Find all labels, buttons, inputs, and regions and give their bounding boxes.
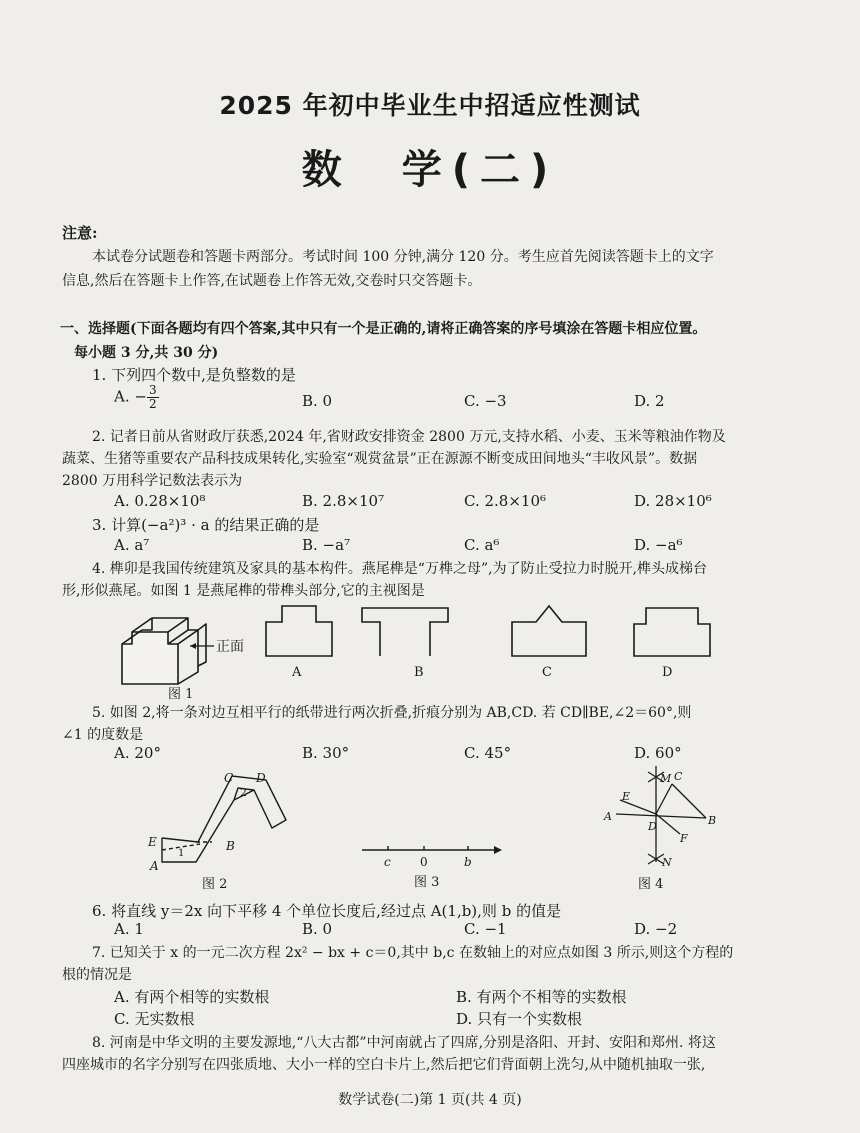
exam-title: 2025 年初中毕业生中招适应性测试	[219, 91, 641, 120]
q1-option-a	[114, 384, 159, 411]
q4-line-1: 4. 榫卯是我国传统建筑及家具的基本构件。燕尾榫是“万榫之母”,为了防止受拉力时脱开,榫头成梯台	[92, 561, 708, 577]
q8-line-2: 四座城市的名字分别写在四张质地、大小一样的空白卡片上,然后把它们背面朝上洗匀,从中随机抽取一张,	[62, 1057, 706, 1073]
q5-line-2: ∠1 的度数是	[62, 727, 144, 743]
fig2-label-b: B	[226, 839, 235, 853]
fig4-label-m: M	[660, 772, 672, 785]
fig4-label-e: E	[622, 790, 631, 803]
q1-option-c: C. −3	[464, 392, 507, 410]
q1-stem: 1. 下列四个数中,是负整数的是	[92, 366, 296, 384]
q6-option-d: D. −2	[634, 920, 678, 938]
fig4-label-d: D	[648, 820, 657, 833]
fig4-label-a: A	[604, 810, 612, 823]
figure-2-folded-strip	[148, 768, 298, 892]
fig2-label-c: C	[224, 771, 234, 785]
shape-d	[634, 608, 710, 656]
q7-option-b: B. 有两个不相等的实数根	[456, 988, 627, 1006]
fig4-label-f: F	[680, 832, 688, 845]
front-label: 正面	[216, 639, 244, 655]
q7-line-1: 7. 已知关于 x 的一元二次方程 2x² − bx + c＝0,其中 b,c 在数轴上的对应点如图 3 所示,则这个方程的	[92, 945, 734, 961]
figure-4-caption: 图 4	[638, 877, 664, 892]
q4-option-shapes	[250, 600, 860, 680]
q3-option-b: B. −a⁷	[302, 536, 351, 554]
fig2-label-a: A	[150, 859, 159, 873]
q1-option-a-prefix: A. −	[114, 387, 147, 406]
q1-option-b: B. 0	[302, 392, 333, 410]
q1-option-d: D. 2	[634, 392, 665, 410]
q3-stem: 3. 计算(−a²)³ · a 的结果正确的是	[92, 516, 320, 534]
q5-option-b: B. 30°	[302, 744, 350, 762]
q7-line-2: 根的情况是	[62, 967, 132, 983]
fig2-angle-1: 1	[178, 848, 185, 859]
figure-2-caption: 图 2	[202, 877, 228, 892]
q7-option-c: C. 无实数根	[114, 1010, 195, 1028]
exam-subject: 数 学(二)	[301, 147, 559, 193]
q6-option-c: C. −1	[464, 920, 507, 938]
q3-option-d: D. −a⁶	[634, 536, 683, 554]
q2-option-c: C. 2.8×10⁶	[464, 492, 547, 510]
q5-line-1: 5. 如图 2,将一条对边互相平行的纸带进行两次折叠,折痕分别为 AB,CD. 若 CD∥BE,∠2＝60°,则	[92, 705, 692, 721]
fig2-angle-2: 2	[240, 786, 247, 799]
fig2-label-e: E	[148, 835, 157, 849]
q2-option-b: B. 2.8×10⁷	[302, 492, 385, 510]
label-c: C	[542, 665, 552, 680]
page-footer: 数学试卷(二)第 1 页(共 4 页)	[338, 1092, 522, 1108]
figure-3-caption: 图 3	[414, 875, 440, 890]
q6-option-b: B. 0	[302, 920, 333, 938]
section-1-heading: 一、选择题(下面各题均有四个答案,其中只有一个是正确的,请将正确答案的序号填涂在答题卡相应位置。	[60, 321, 707, 337]
q2-option-a: A. 0.28×10⁸	[114, 492, 206, 510]
q3-option-a: A. a⁷	[114, 536, 150, 554]
label-d: D	[662, 665, 673, 680]
section-1-heading-2: 每小题 3 分,共 30 分)	[74, 345, 219, 361]
q1-option-a-fraction	[147, 384, 159, 411]
q7-option-a: A. 有两个相等的实数根	[114, 988, 270, 1006]
notice-line-2: 信息,然后在答题卡上作答,在试题卷上作答无效,交卷时只交答题卡。	[62, 273, 482, 289]
notice-label: 注意:	[62, 224, 98, 242]
fig2-label-d: D	[256, 771, 266, 785]
q5-option-a: A. 20°	[114, 744, 161, 762]
figure-4-construction	[598, 762, 728, 892]
label-b: B	[414, 665, 424, 680]
label-a: A	[292, 665, 302, 680]
fig3-label-b: b	[464, 855, 472, 869]
q2-option-d: D. 28×10⁶	[634, 492, 712, 510]
q1-frac-den: 2	[148, 397, 157, 411]
fig4-label-c: C	[674, 770, 683, 783]
shape-b	[362, 608, 448, 656]
q5-option-c: C. 45°	[464, 744, 512, 762]
q2-line-2: 蔬菜、生猪等重要农产品科技成果转化,实验室“观赏盆景”正在源源不断变成田间地头“丰收风景”。数据	[62, 451, 698, 467]
figure-3-number-line	[356, 838, 516, 888]
q7-option-d: D. 只有一个实数根	[456, 1010, 583, 1028]
q8-line-1: 8. 河南是中华文明的主要发源地,“八大古都”中河南就占了四席,分别是洛阳、开封、安阳和郑州. 将这	[92, 1035, 716, 1051]
fig3-label-c: c	[384, 855, 391, 869]
figure-1-dovetail-block	[110, 604, 260, 702]
shape-a	[266, 606, 332, 656]
notice-line-1: 本试卷分试题卷和答题卡两部分。考试时间 100 分钟,满分 120 分。考生应首先阅读答题卡上的文字	[92, 249, 714, 265]
q6-stem: 6. 将直线 y＝2x 向下平移 4 个单位长度后,经过点 A(1,b),则 b 的值是	[92, 902, 562, 920]
fig4-label-n: N	[662, 856, 672, 869]
q3-option-c: C. a⁶	[464, 536, 500, 554]
q5-option-d: D. 60°	[634, 744, 682, 762]
figure-1-caption: 图 1	[168, 687, 194, 702]
shape-c	[512, 606, 586, 656]
q2-line-3: 2800 万用科学记数法表示为	[62, 473, 243, 489]
fig4-label-b: B	[708, 814, 717, 827]
fig3-label-0: 0	[420, 855, 428, 869]
q4-line-2: 形,形似燕尾。如图 1 是燕尾榫的带榫头部分,它的主视图是	[62, 583, 425, 599]
q2-line-1: 2. 记者日前从省财政厅获悉,2024 年,省财政安排资金 2800 万元,支持水稻、小麦、玉米等粮油作物及	[92, 429, 726, 445]
q6-option-a: A. 1	[114, 920, 144, 938]
q1-frac-num: 3	[148, 383, 157, 397]
